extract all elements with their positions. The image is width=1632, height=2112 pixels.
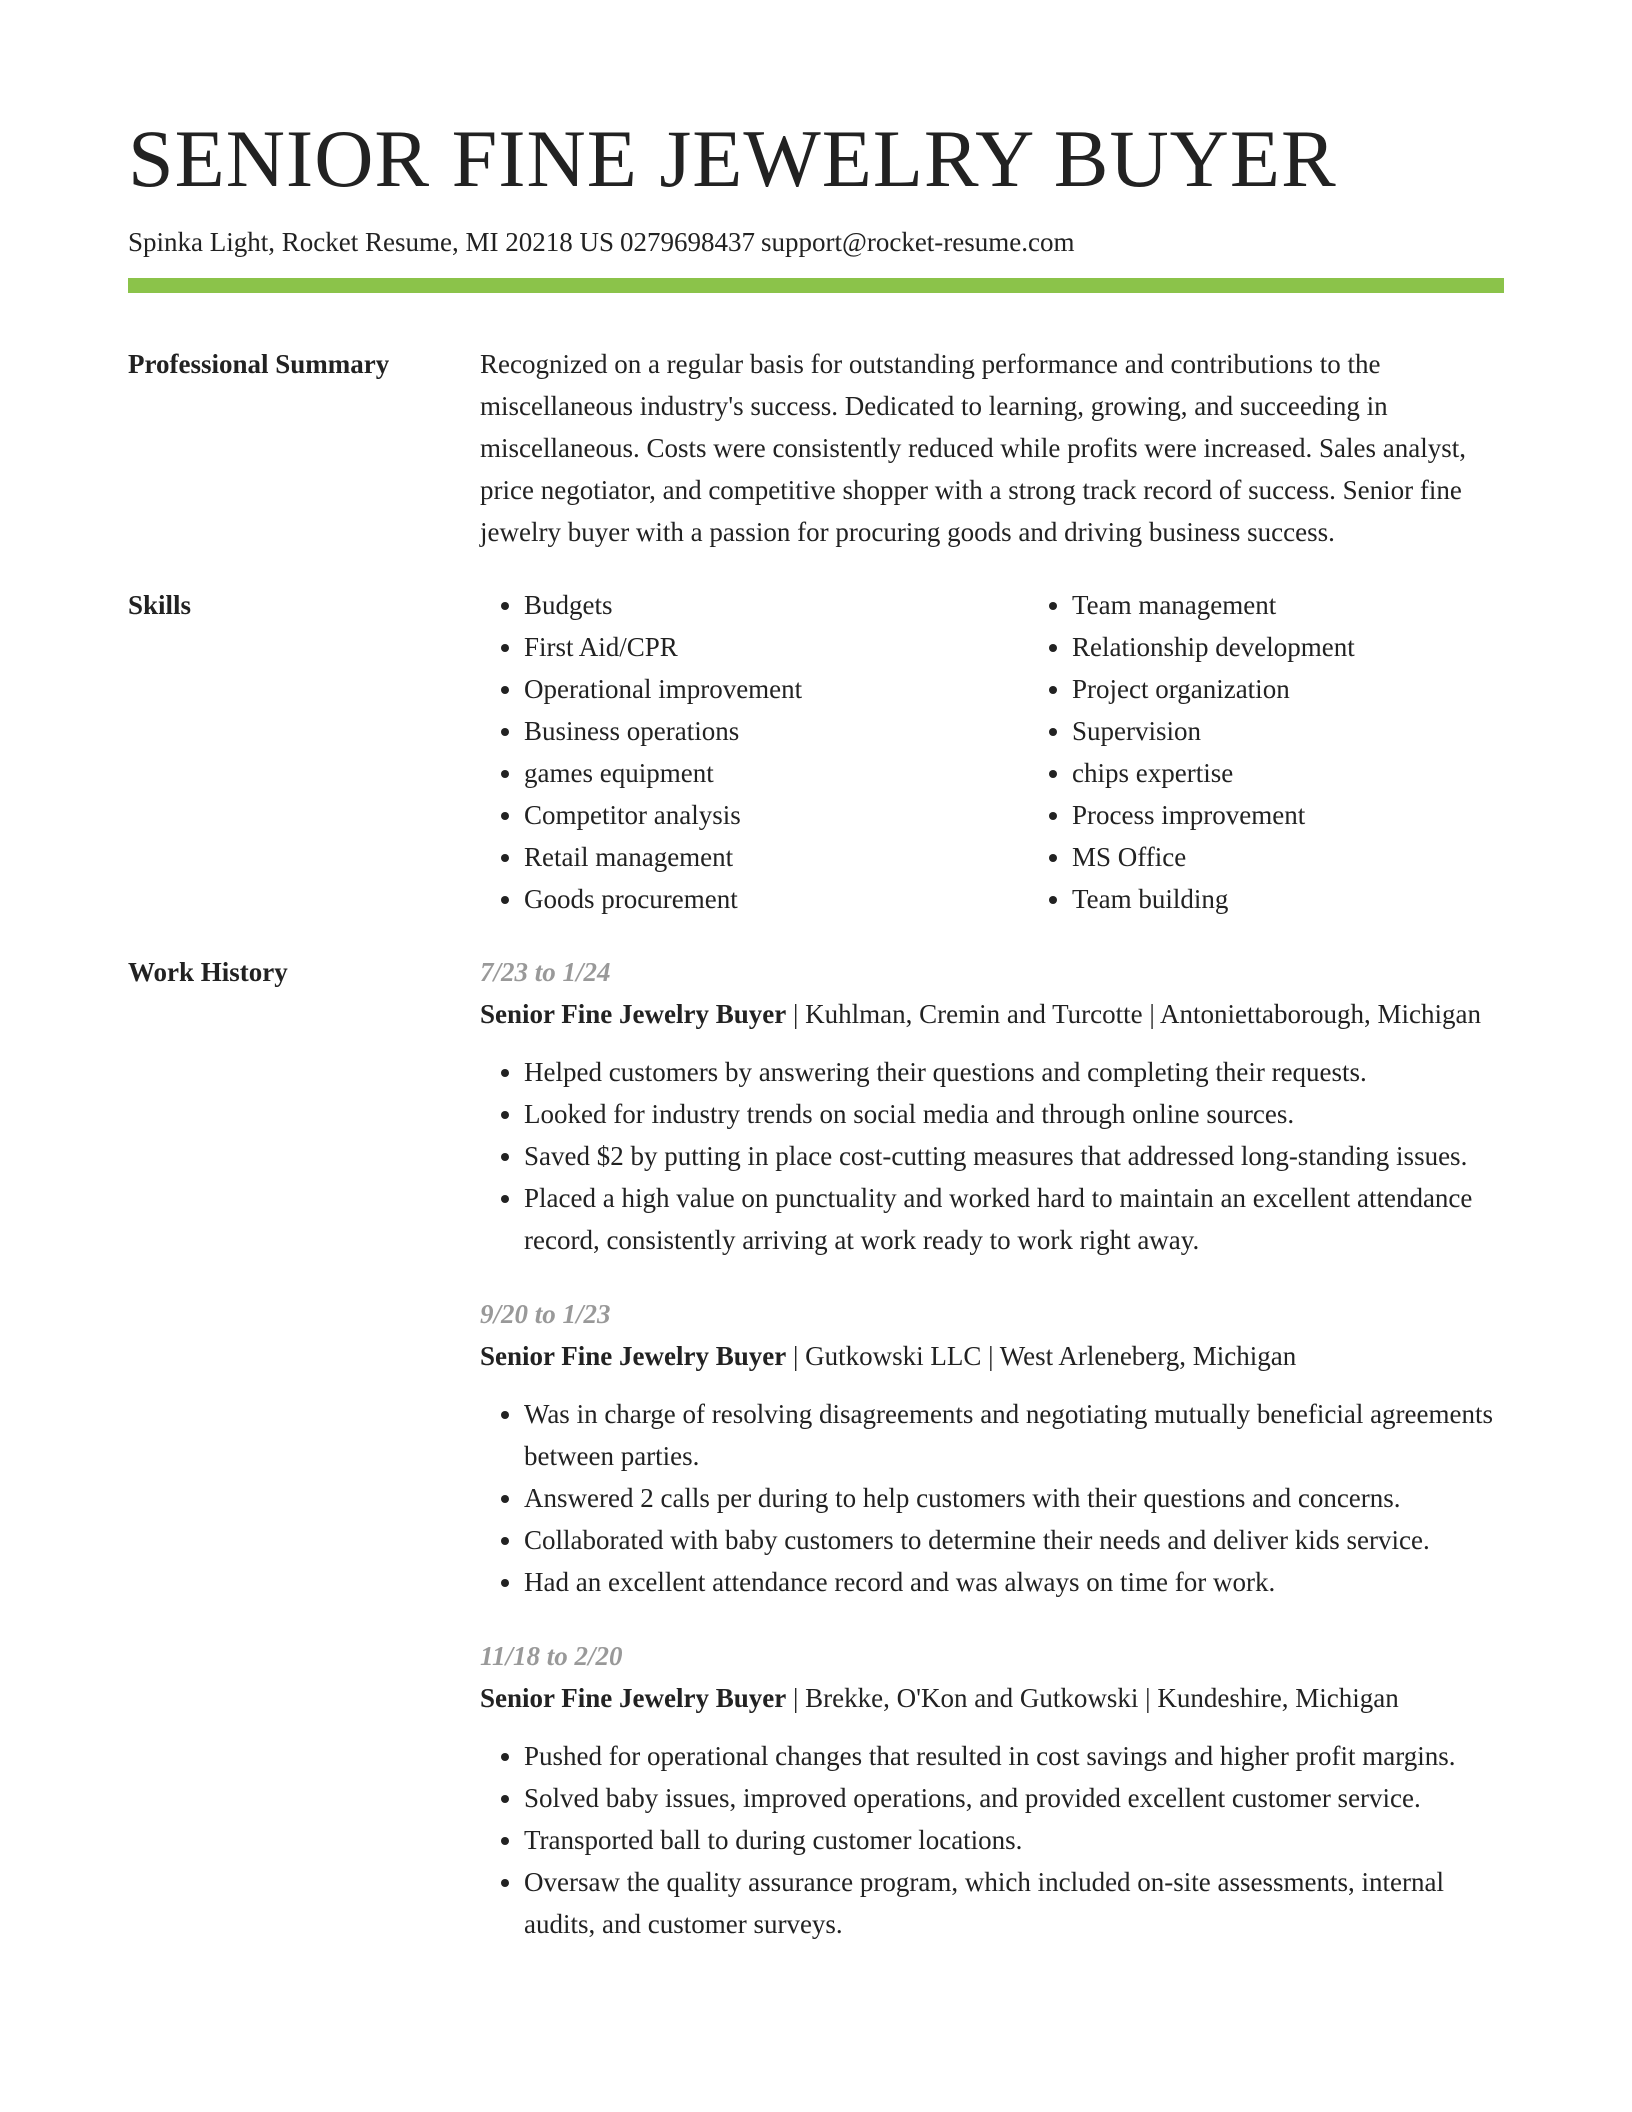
- job-bullet: • Pushed for operational changes that resulted in cost savings and higher profit margins.: [524, 1735, 1504, 1777]
- skill-item: • Budgets: [524, 584, 1028, 626]
- skill-item: • Competitor analysis: [524, 794, 1028, 836]
- contact-line: [128, 226, 1504, 258]
- skill-item: • games equipment: [524, 752, 1028, 794]
- job-bullets: [480, 1051, 1504, 1261]
- skill-item: • Process improvement: [1072, 794, 1576, 836]
- skill-item: • Team management: [1072, 584, 1576, 626]
- job-bullet: • Transported ball to during customer locations.: [524, 1819, 1504, 1861]
- skill-item: • Retail management: [524, 836, 1028, 878]
- job-bullet: • Answered 2 calls per during to help customers with their questions and concerns.: [524, 1477, 1504, 1519]
- work-history-heading: Work History: [128, 957, 288, 988]
- job-bullets: [480, 1393, 1504, 1603]
- skill-item: • First Aid/CPR: [524, 626, 1028, 668]
- skill-item: • MS Office: [1072, 836, 1576, 878]
- job-title: Senior Fine Jewelry Buyer: [480, 1683, 787, 1714]
- job-title-line: [480, 993, 1504, 1035]
- job-bullet: • Saved $2 by putting in place cost-cutting measures that addressed long-standing issues.: [524, 1135, 1504, 1177]
- summary-text: Recognized on a regular basis for outstanding performance and contributions to the miscellaneous industry's success. Dedicated to learning, growing, and succeeding in miscellaneous. Costs were consistently reduced while profits were increased. Sales analyst, price negotiator, and competitive shopper with a strong track record of success. Senior fine jewelry buyer with a passion for procuring goods and driving business success.: [480, 349, 1466, 548]
- skill-item: • Goods procurement: [524, 878, 1028, 920]
- work-history-section: [128, 951, 1504, 1977]
- job-title-line: [480, 1335, 1504, 1377]
- skills-grid: [480, 584, 1576, 920]
- job-bullet: • Had an excellent attendance record and was always on time for work.: [524, 1561, 1504, 1603]
- job-bullets: [480, 1735, 1504, 1945]
- contact-address: Spinka Light, Rocket Resume, MI 20218 US: [128, 227, 614, 257]
- job-title-line: [480, 1677, 1504, 1719]
- job-bullet: • Oversaw the quality assurance program, which included on-site assessments, internal audits, and customer surveys.: [524, 1861, 1504, 1945]
- job-dates: 9/20 to 1/23: [480, 1299, 611, 1330]
- contact-email: support@rocket-resume.com: [760, 227, 1075, 257]
- job-employer-location: | Kuhlman, Cremin and Turcotte | Antoniettaborough, Michigan: [786, 999, 1481, 1030]
- work-history-list: [480, 951, 1504, 1977]
- summary-heading: Professional Summary: [128, 349, 390, 380]
- skill-item: • Supervision: [1072, 710, 1576, 752]
- header-divider: [128, 278, 1504, 293]
- skills-heading: Skills: [128, 590, 192, 621]
- job-title: Senior Fine Jewelry Buyer: [480, 1341, 787, 1372]
- job-bullet: • Was in charge of resolving disagreements and negotiating mutually beneficial agreements between parties.: [524, 1393, 1504, 1477]
- skill-item: • Project organization: [1072, 668, 1576, 710]
- job-title: Senior Fine Jewelry Buyer: [480, 999, 787, 1030]
- job-bullet: • Helped customers by answering their questions and completing their requests.: [524, 1051, 1504, 1093]
- job-entry: [480, 1293, 1504, 1603]
- job-dates: 7/23 to 1/24: [480, 957, 611, 988]
- job-bullet: • Placed a high value on punctuality and worked hard to maintain an excellent attendance record, consistently arriving at work ready to work right away.: [524, 1177, 1504, 1261]
- job-entry: [480, 1635, 1504, 1945]
- job-bullet: • Collaborated with baby customers to determine their needs and deliver kids service.: [524, 1519, 1504, 1561]
- job-dates: 11/18 to 2/20: [480, 1641, 623, 1672]
- job-employer-location: | Brekke, O'Kon and Gutkowski | Kundeshire, Michigan: [786, 1683, 1399, 1714]
- job-employer-location: | Gutkowski LLC | West Arleneberg, Michigan: [786, 1341, 1297, 1372]
- skill-item: • Operational improvement: [524, 668, 1028, 710]
- resume-title: SENIOR FINE JEWELRY BUYER: [128, 113, 1337, 204]
- skill-item: • chips expertise: [1072, 752, 1576, 794]
- job-bullet: • Solved baby issues, improved operations, and provided excellent customer service.: [524, 1777, 1504, 1819]
- skill-item: • Business operations: [524, 710, 1028, 752]
- job-entry: [480, 951, 1504, 1261]
- skills-list-right: [1028, 584, 1576, 920]
- job-bullet: • Looked for industry trends on social media and through online sources.: [524, 1093, 1504, 1135]
- skill-item: • Relationship development: [1072, 626, 1576, 668]
- skills-list-left: [480, 584, 1028, 920]
- skill-item: • Team building: [1072, 878, 1576, 920]
- summary-section: [128, 343, 1504, 553]
- contact-phone: 0279698437: [619, 227, 755, 257]
- skills-section: [128, 584, 1504, 920]
